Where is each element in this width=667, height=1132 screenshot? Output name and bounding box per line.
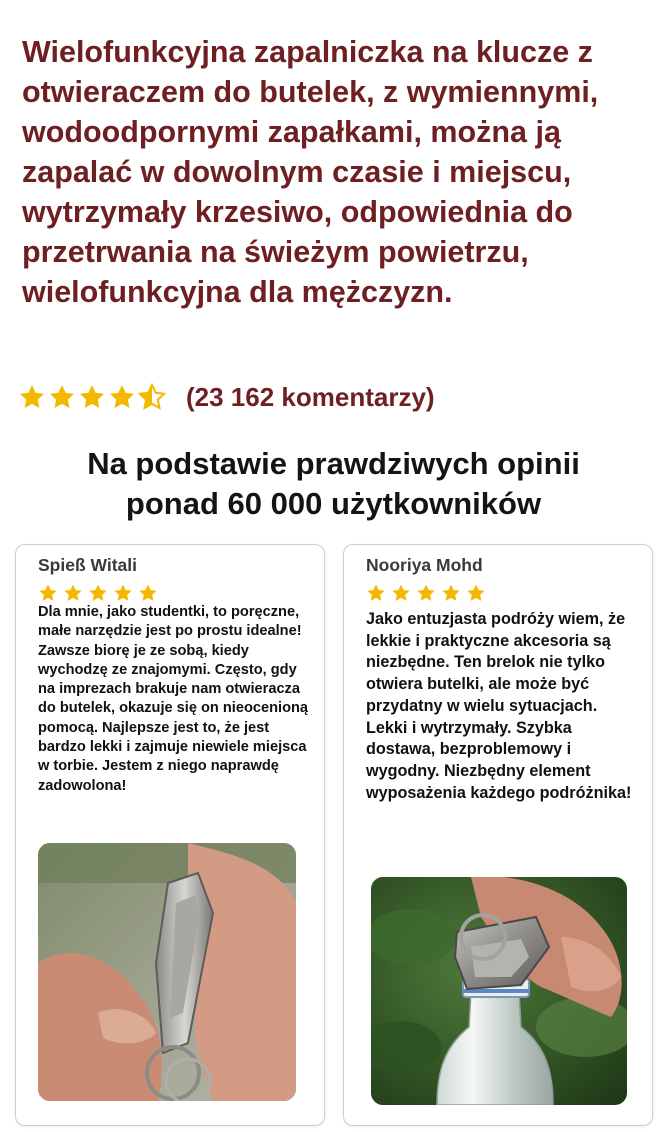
headline-line-1: Na podstawie prawdziwych opinii xyxy=(87,446,580,481)
star-icon xyxy=(366,583,386,603)
star-icon xyxy=(48,383,76,411)
review-text: Jako entuzjasta podróży wiem, że lekkie i praktyczne akcesoria są niezbędne. Ten brelok nie tylko otwiera butelki, ale może być przydatny w wielu sytuacjach. Lekki i wytrzymały. Szybka dostawa, bezproblemowy i wygodny. Niezbędny element wyposażenia każdego podróżnika! xyxy=(366,610,632,802)
star-icon xyxy=(63,583,83,603)
review-card xyxy=(343,544,653,1126)
opening-bottle-photo xyxy=(371,877,627,1105)
product-rating[interactable] xyxy=(18,380,435,414)
rating-stars xyxy=(18,383,166,411)
star-icon xyxy=(416,583,436,603)
star-icon xyxy=(391,583,411,603)
review-card xyxy=(15,544,325,1126)
social-proof-headline xyxy=(0,444,667,524)
reviewer-name: Spieß Witali xyxy=(38,555,138,575)
star-icon xyxy=(38,583,58,603)
product-title: Wielofunkcyjna zapalniczka na klucze z otwieraczem do butelek, z wymiennymi, wodoodpornymi zapałkami, można ją zapalać w dowolnym czasie i miejscu, wytrzymały krzesiwo, odpowiednia do przetrwania na świeżym powietrzu, wielofunkcyjna dla mężczyzn. xyxy=(22,35,599,309)
review-text: Dla mnie, jako studentki, to poręczne, małe narzędzie jest po prostu idealne! Zawsze biorę je ze sobą, kiedy wychodzę ze znajomymi. Często, gdy na imprezach brakuje nam otwieracza do butelek, okazuje się on nieocenioną pomocą. Najlepsze jest to, że jest bardzo lekki i zajmuje niewiele miejsca w torbie. Jestem z niego naprawdę zadowolona! xyxy=(38,604,309,794)
hand-holding-keychain-photo xyxy=(38,843,296,1101)
star-icon xyxy=(78,383,106,411)
headline-line-2: ponad 60 000 użytkowników xyxy=(125,486,542,521)
star-icon xyxy=(138,583,158,603)
reviewer-name: Nooriya Mohd xyxy=(366,555,483,575)
star-icon xyxy=(466,583,486,603)
star-icon xyxy=(113,583,133,603)
review-stars xyxy=(366,583,486,603)
star-icon xyxy=(108,383,136,411)
star-icon xyxy=(441,583,461,603)
review-stars xyxy=(38,583,158,603)
star-icon xyxy=(88,583,108,603)
review-count[interactable]: (23 162 komentarzy) xyxy=(186,382,435,412)
star-icon xyxy=(18,383,46,411)
half-star-icon xyxy=(138,383,166,411)
